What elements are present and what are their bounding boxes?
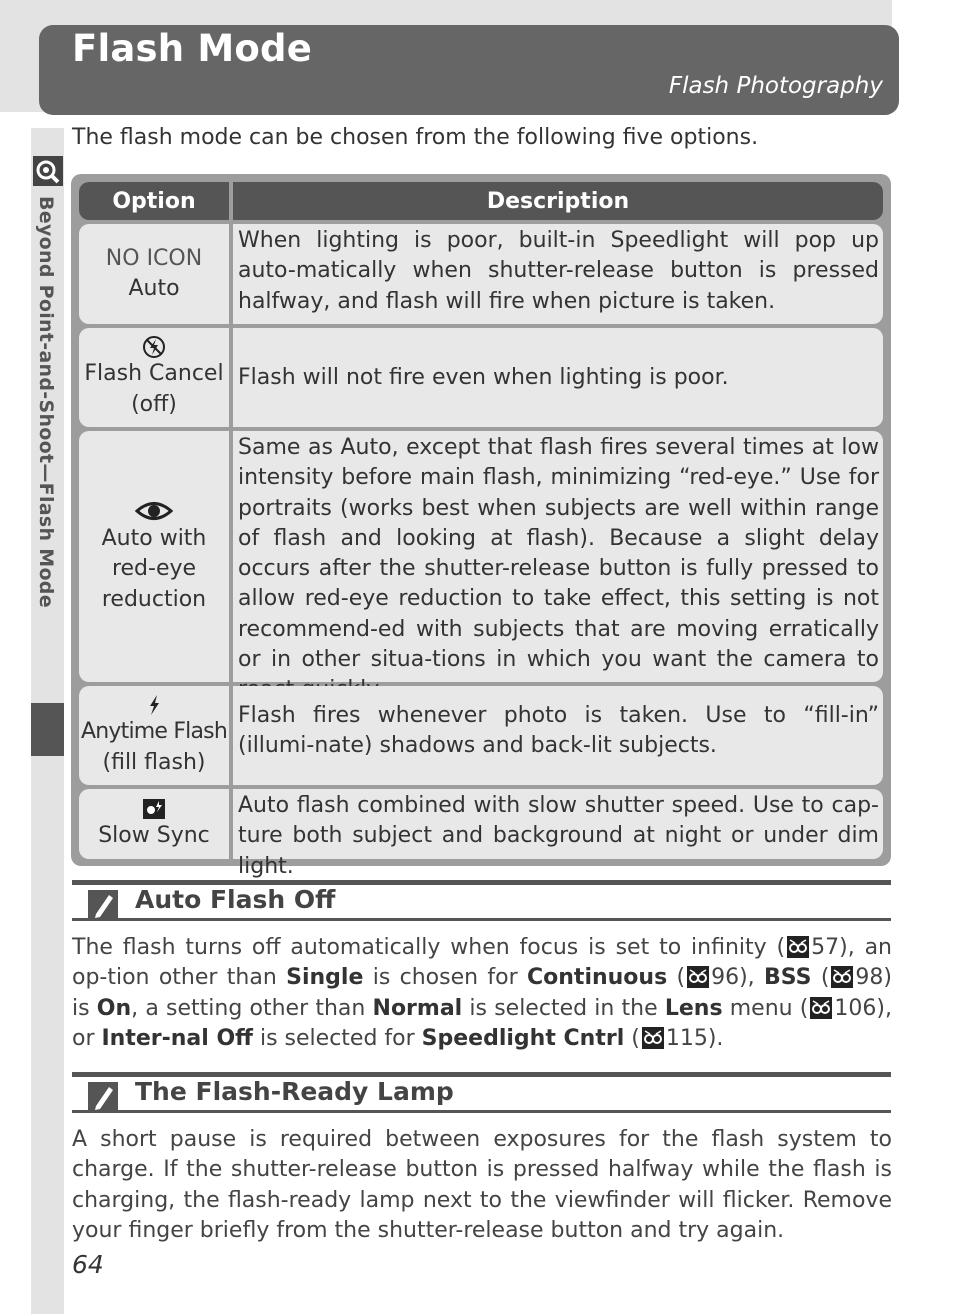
- flash-cancel-icon: [141, 335, 167, 359]
- flash-bolt-icon: [141, 693, 167, 717]
- title-bar: [39, 25, 899, 115]
- table-row-option: NO ICON Auto: [79, 224, 229, 324]
- side-tab-text: Beyond Point-and-Shoot—Flash Mode: [35, 196, 57, 608]
- page-title: Flash Mode: [72, 27, 312, 70]
- no-icon-label: NO ICON: [105, 245, 203, 271]
- side-tab-marker: [31, 703, 64, 756]
- table-row-option: Auto with red-eye reduction: [79, 431, 229, 682]
- section-label: Flash Photography: [668, 73, 883, 99]
- table-row-description: When lighting is poor, built-in Speedlight will pop up auto-matically when shutter-release button is pressed halfway, and flash will fire when picture is taken.: [233, 224, 883, 324]
- page-reference-icon: [642, 1027, 664, 1049]
- table-row-option: Slow Sync: [79, 789, 229, 859]
- flash-mode-table: [71, 174, 891, 879]
- magnifier-icon: [33, 156, 63, 186]
- pencil-icon: [88, 1082, 118, 1112]
- note-header: [72, 880, 891, 921]
- page-reference-icon: [810, 997, 832, 1019]
- page-reference-icon: [831, 966, 853, 988]
- red-eye-icon: [135, 498, 173, 524]
- note-title: Auto Flash Off: [135, 885, 336, 914]
- page-number: 64: [72, 1250, 104, 1279]
- note-header: [72, 1072, 891, 1113]
- header-option: Option: [79, 182, 229, 220]
- note-title: The Flash-Ready Lamp: [135, 1077, 454, 1106]
- table-row-description: Flash fires whenever photo is taken. Use to “fill-in” (illumi-nate) shadows and back-lit subjects.: [233, 686, 883, 785]
- table-row-description: Flash will not fire even when lighting is poor.: [233, 328, 883, 427]
- pencil-icon: [88, 890, 118, 920]
- page-reference-icon: [787, 936, 809, 958]
- table-row-description: Auto flash combined with slow shutter speed. Use to cap-ture both subject and background at night or under dim light.: [233, 789, 883, 859]
- slow-sync-icon: [141, 797, 167, 821]
- table-row-option: Flash Cancel (off): [79, 328, 229, 427]
- intro-text: The flash mode can be chosen from the following five options.: [72, 125, 759, 150]
- note-body: The flash turns off automatically when focus is set to infinity ( 57), an op-tion other than Single is chosen for Continuous ( 96), BSS ( 98) is On, a setting other than Normal is selected in the Lens menu ( 106), or Inter-nal Off is selected for Speedlight Cntrl ( 115).: [72, 935, 892, 1052]
- page-reference-icon: [687, 966, 709, 988]
- note-body: A short pause is required between exposures for the flash system to charge. If the shutter-release button is pressed halfway while the flash is charging, the flash-ready lamp next to the viewfinder will flicker. Remove your finger briefly from the shutter-release button and try again.: [72, 1127, 892, 1244]
- table-row-description: Same as Auto, except that flash fires several times at low intensity before main flash, minimizing “red-eye.” Use for portraits (works best when subjects are well within range of flash and looking at flash). Because a slight delay occurs after the shutter-release button is fully pressed to allow red-eye reduction to take effect, this setting is not recommend-ed with subjects that are moving erratically or in other situa-tions in which you want the camera to: [233, 431, 883, 682]
- table-row-option: Anytime Flash (fill flash): [79, 686, 229, 785]
- header-description: Description: [233, 182, 883, 220]
